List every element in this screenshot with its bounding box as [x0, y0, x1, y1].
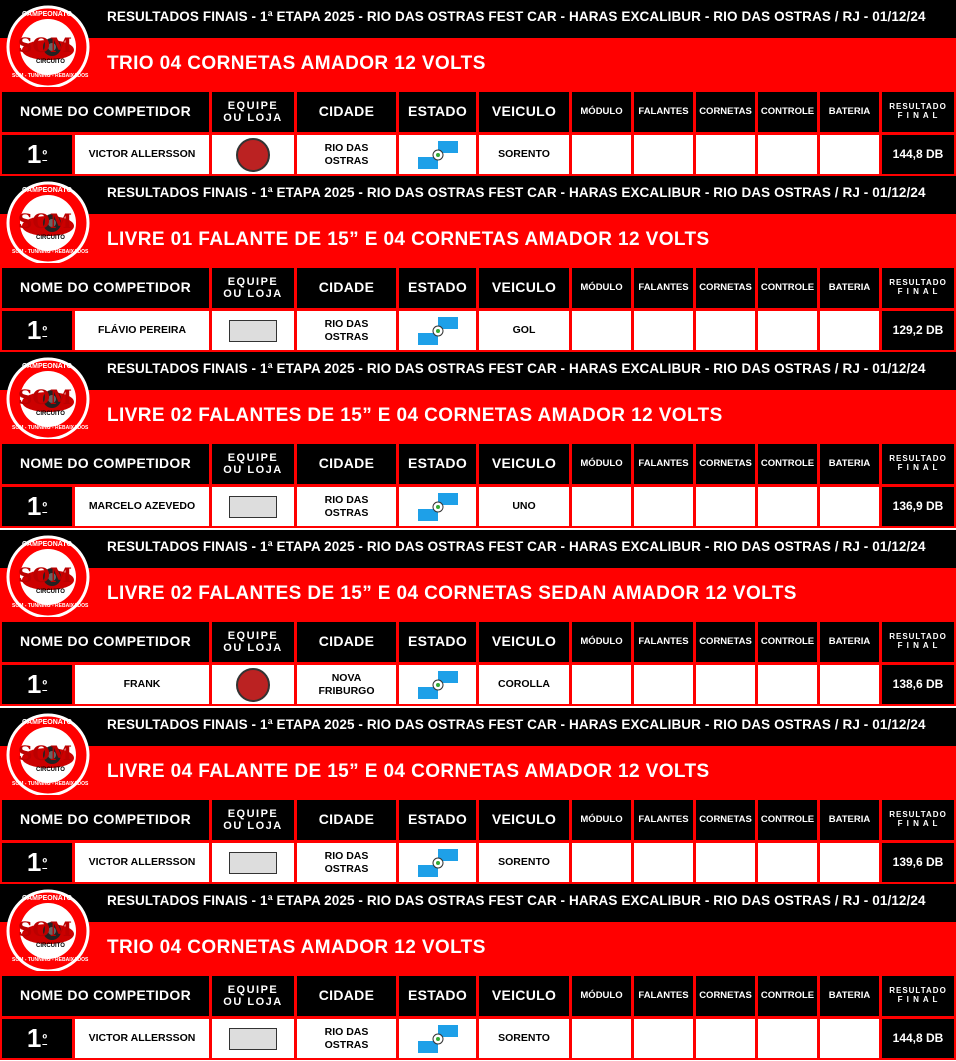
column-header-veiculo: VEICULO: [479, 622, 569, 662]
team-logo: [236, 138, 270, 172]
column-header-equipe: EQUIPE OU LOJA: [212, 622, 294, 662]
score-bateria: [820, 1019, 879, 1058]
vehicle-name: GOL: [479, 311, 569, 350]
column-header-controle: CONTROLE: [758, 444, 817, 484]
score-modulo: [572, 311, 631, 350]
score-modulo: [572, 665, 631, 704]
header-title: RESULTADOS FINAIS - 1ª ETAPA 2025 - RIO DAS OSTRAS FEST CAR - HARAS EXCALIBUR - RIO DAS OSTRAS / RJ - 01/12/24: [107, 539, 926, 554]
logo-arc-text: SOM - TUNNING - REBAIXADOS: [12, 73, 89, 79]
placement: [2, 843, 72, 882]
team-cell: [212, 311, 294, 350]
placement: [2, 135, 72, 174]
column-header-modulo: MÓDULO: [572, 444, 631, 484]
logo-main-text: SOM: [18, 563, 73, 587]
state-flag-cell: [399, 665, 476, 704]
placement-number: 1: [26, 138, 42, 169]
column-header-nome: NOME DO COMPETIDOR: [2, 268, 209, 308]
header-title: RESULTADOS FINAIS - 1ª ETAPA 2025 - RIO DAS OSTRAS FEST CAR - HARAS EXCALIBUR - RIO DAS OSTRAS / RJ - 01/12/24: [107, 9, 926, 24]
column-header-veiculo: VEICULO: [479, 92, 569, 132]
championship-logo: [6, 3, 102, 87]
column-header-bateria: BATERIA: [820, 800, 879, 840]
logo-sub-text: CIRCUITO: [36, 943, 65, 949]
category-bar: [0, 568, 956, 620]
category-title: TRIO 04 CORNETAS AMADOR 12 VOLTS: [107, 53, 486, 74]
score-modulo: [572, 1019, 631, 1058]
column-header-controle: CONTROLE: [758, 976, 817, 1016]
score-cornetas: [696, 487, 755, 526]
placement-ordinal: º: [42, 1030, 48, 1046]
column-header-controle: CONTROLE: [758, 622, 817, 662]
championship-logo: [6, 533, 102, 617]
category-title: LIVRE 02 FALANTES DE 15” E 04 CORNETAS AMADOR 12 VOLTS: [107, 405, 723, 426]
state-flag-icon: [418, 317, 458, 345]
logo-main-text: SOM: [18, 33, 73, 57]
column-header-veiculo: VEICULO: [479, 268, 569, 308]
column-header-modulo: MÓDULO: [572, 976, 631, 1016]
score-falantes: [634, 843, 693, 882]
column-header-falantes: FALANTES: [634, 622, 693, 662]
column-header-resultado: RESULTADO F I N A L: [882, 92, 954, 132]
column-header-nome: NOME DO COMPETIDOR: [2, 976, 209, 1016]
score-controle: [758, 843, 817, 882]
column-header-equipe: EQUIPE OU LOJA: [212, 444, 294, 484]
column-header-cidade: CIDADE: [297, 800, 396, 840]
score-bateria: [820, 665, 879, 704]
placement-ordinal: º: [42, 498, 48, 514]
logo-arc-text: SOM - TUNNING - REBAIXADOS: [12, 957, 89, 963]
header-bar: [0, 0, 956, 38]
final-result: 144,8 DB: [882, 135, 954, 174]
placement-number: 1: [26, 846, 42, 877]
score-bateria: [820, 487, 879, 526]
results-table: [0, 266, 956, 352]
score-controle: [758, 1019, 817, 1058]
header-bar: [0, 352, 956, 390]
competitor-name: VICTOR ALLERSSON: [75, 843, 209, 882]
score-modulo: [572, 487, 631, 526]
team-cell: [212, 843, 294, 882]
logo-arc-text: SOM - TUNNING - REBAIXADOS: [12, 603, 89, 609]
header-bar: [0, 708, 956, 746]
column-header-resultado: RESULTADO F I N A L: [882, 976, 954, 1016]
placement-ordinal: º: [42, 676, 48, 692]
results-table: [0, 798, 956, 884]
championship-logo: [6, 887, 102, 971]
state-flag-icon: [418, 493, 458, 521]
column-header-cidade: CIDADE: [297, 268, 396, 308]
competitor-name: VICTOR ALLERSSON: [75, 1019, 209, 1058]
result-block: [0, 530, 956, 706]
column-header-cidade: CIDADE: [297, 622, 396, 662]
final-result: 144,8 DB: [882, 1019, 954, 1058]
logo-top-text: CAMPEONATO: [22, 719, 72, 726]
state-flag-icon: [418, 849, 458, 877]
state-flag-cell: [399, 311, 476, 350]
column-header-veiculo: VEICULO: [479, 444, 569, 484]
column-header-nome: NOME DO COMPETIDOR: [2, 800, 209, 840]
column-header-controle: CONTROLE: [758, 800, 817, 840]
header-bar: [0, 176, 956, 214]
column-header-estado: ESTADO: [399, 976, 476, 1016]
logo-arc-text: SOM - TUNNING - REBAIXADOS: [12, 249, 89, 255]
score-modulo: [572, 843, 631, 882]
score-bateria: [820, 135, 879, 174]
logo-top-text: CAMPEONATO: [22, 895, 72, 902]
column-header-resultado: RESULTADO F I N A L: [882, 268, 954, 308]
logo-sub-text: CIRCUITO: [36, 767, 65, 773]
logo-arc-text: SOM - TUNNING - REBAIXADOS: [12, 425, 89, 431]
logo-sub-text: CIRCUITO: [36, 235, 65, 241]
city-name: NOVA FRIBURGO: [297, 665, 396, 704]
category-title: TRIO 04 CORNETAS AMADOR 12 VOLTS: [107, 937, 486, 958]
placement-ordinal: º: [42, 146, 48, 162]
city-name: RIO DAS OSTRAS: [297, 311, 396, 350]
placement: [2, 665, 72, 704]
logo-sub-text: CIRCUITO: [36, 59, 65, 65]
vehicle-name: COROLLA: [479, 665, 569, 704]
category-bar: [0, 214, 956, 266]
placement-number: 1: [26, 1022, 42, 1053]
score-cornetas: [696, 843, 755, 882]
column-header-equipe: EQUIPE OU LOJA: [212, 800, 294, 840]
column-header-cornetas: CORNETAS: [696, 622, 755, 662]
state-flag-icon: [418, 1025, 458, 1053]
competitor-name: FLÁVIO PEREIRA: [75, 311, 209, 350]
state-flag-cell: [399, 843, 476, 882]
column-header-bateria: BATERIA: [820, 444, 879, 484]
score-cornetas: [696, 1019, 755, 1058]
column-header-bateria: BATERIA: [820, 622, 879, 662]
score-bateria: [820, 843, 879, 882]
column-header-cidade: CIDADE: [297, 976, 396, 1016]
placement-number: 1: [26, 314, 42, 345]
header-title: RESULTADOS FINAIS - 1ª ETAPA 2025 - RIO DAS OSTRAS FEST CAR - HARAS EXCALIBUR - RIO DAS OSTRAS / RJ - 01/12/24: [107, 717, 926, 732]
column-header-cornetas: CORNETAS: [696, 92, 755, 132]
column-header-cornetas: CORNETAS: [696, 800, 755, 840]
category-bar: [0, 922, 956, 974]
competitor-name: FRANK: [75, 665, 209, 704]
state-flag-cell: [399, 487, 476, 526]
column-header-nome: NOME DO COMPETIDOR: [2, 622, 209, 662]
score-falantes: [634, 665, 693, 704]
header-title: RESULTADOS FINAIS - 1ª ETAPA 2025 - RIO DAS OSTRAS FEST CAR - HARAS EXCALIBUR - RIO DAS OSTRAS / RJ - 01/12/24: [107, 361, 926, 376]
score-falantes: [634, 311, 693, 350]
city-name: RIO DAS OSTRAS: [297, 843, 396, 882]
column-header-modulo: MÓDULO: [572, 268, 631, 308]
category-bar: [0, 746, 956, 798]
column-header-resultado: RESULTADO F I N A L: [882, 622, 954, 662]
logo-arc-text: SOM - TUNNING - REBAIXADOS: [12, 781, 89, 787]
header-bar: [0, 884, 956, 922]
column-header-bateria: BATERIA: [820, 268, 879, 308]
column-header-equipe: EQUIPE OU LOJA: [212, 92, 294, 132]
score-cornetas: [696, 311, 755, 350]
state-flag-cell: [399, 1019, 476, 1058]
column-header-falantes: FALANTES: [634, 800, 693, 840]
score-falantes: [634, 1019, 693, 1058]
results-table: [0, 974, 956, 1060]
score-bateria: [820, 311, 879, 350]
placement: [2, 311, 72, 350]
score-controle: [758, 487, 817, 526]
column-header-controle: CONTROLE: [758, 268, 817, 308]
logo-main-text: SOM: [18, 917, 73, 941]
column-header-modulo: MÓDULO: [572, 622, 631, 662]
results-table: [0, 620, 956, 706]
logo-top-text: CAMPEONATO: [22, 11, 72, 18]
column-header-resultado: RESULTADO F I N A L: [882, 444, 954, 484]
team-cell: [212, 665, 294, 704]
placement: [2, 487, 72, 526]
score-modulo: [572, 135, 631, 174]
team-cell: [212, 1019, 294, 1058]
score-controle: [758, 665, 817, 704]
header-title: RESULTADOS FINAIS - 1ª ETAPA 2025 - RIO DAS OSTRAS FEST CAR - HARAS EXCALIBUR - RIO DAS OSTRAS / RJ - 01/12/24: [107, 185, 926, 200]
header-title: RESULTADOS FINAIS - 1ª ETAPA 2025 - RIO DAS OSTRAS FEST CAR - HARAS EXCALIBUR - RIO DAS OSTRAS / RJ - 01/12/24: [107, 893, 926, 908]
vehicle-name: SORENTO: [479, 843, 569, 882]
competitor-name: VICTOR ALLERSSON: [75, 135, 209, 174]
column-header-cornetas: CORNETAS: [696, 268, 755, 308]
championship-logo: [6, 179, 102, 263]
column-header-estado: ESTADO: [399, 268, 476, 308]
category-title: LIVRE 02 FALANTES DE 15” E 04 CORNETAS SEDAN AMADOR 12 VOLTS: [107, 583, 797, 604]
column-header-nome: NOME DO COMPETIDOR: [2, 444, 209, 484]
score-cornetas: [696, 135, 755, 174]
score-falantes: [634, 487, 693, 526]
category-title: LIVRE 01 FALANTE DE 15” E 04 CORNETAS AMADOR 12 VOLTS: [107, 229, 710, 250]
column-header-modulo: MÓDULO: [572, 92, 631, 132]
result-block: [0, 884, 956, 1060]
team-logo: [236, 668, 270, 702]
logo-top-text: CAMPEONATO: [22, 541, 72, 548]
result-block: [0, 176, 956, 352]
placement: [2, 1019, 72, 1058]
column-header-estado: ESTADO: [399, 92, 476, 132]
column-header-falantes: FALANTES: [634, 976, 693, 1016]
column-header-veiculo: VEICULO: [479, 976, 569, 1016]
team-logo: [229, 496, 277, 518]
result-block: [0, 0, 956, 176]
team-cell: [212, 487, 294, 526]
logo-sub-text: CIRCUITO: [36, 589, 65, 595]
column-header-modulo: MÓDULO: [572, 800, 631, 840]
final-result: 136,9 DB: [882, 487, 954, 526]
results-table: [0, 442, 956, 528]
championship-logo: [6, 355, 102, 439]
score-controle: [758, 311, 817, 350]
column-header-cornetas: CORNETAS: [696, 976, 755, 1016]
state-flag-cell: [399, 135, 476, 174]
team-logo: [229, 1028, 277, 1050]
placement-ordinal: º: [42, 322, 48, 338]
placement-ordinal: º: [42, 854, 48, 870]
city-name: RIO DAS OSTRAS: [297, 135, 396, 174]
competitor-name: MARCELO AZEVEDO: [75, 487, 209, 526]
logo-top-text: CAMPEONATO: [22, 363, 72, 370]
column-header-veiculo: VEICULO: [479, 800, 569, 840]
placement-number: 1: [26, 490, 42, 521]
state-flag-icon: [418, 141, 458, 169]
column-header-estado: ESTADO: [399, 800, 476, 840]
logo-top-text: CAMPEONATO: [22, 187, 72, 194]
team-cell: [212, 135, 294, 174]
score-controle: [758, 135, 817, 174]
vehicle-name: SORENTO: [479, 135, 569, 174]
column-header-cornetas: CORNETAS: [696, 444, 755, 484]
category-title: LIVRE 04 FALANTE DE 15” E 04 CORNETAS AMADOR 12 VOLTS: [107, 761, 710, 782]
column-header-cidade: CIDADE: [297, 92, 396, 132]
result-block: [0, 352, 956, 528]
state-flag-icon: [418, 671, 458, 699]
column-header-resultado: RESULTADO F I N A L: [882, 800, 954, 840]
column-header-estado: ESTADO: [399, 622, 476, 662]
column-header-equipe: EQUIPE OU LOJA: [212, 976, 294, 1016]
results-table: [0, 90, 956, 176]
column-header-equipe: EQUIPE OU LOJA: [212, 268, 294, 308]
header-bar: [0, 530, 956, 568]
column-header-falantes: FALANTES: [634, 268, 693, 308]
column-header-estado: ESTADO: [399, 444, 476, 484]
score-cornetas: [696, 665, 755, 704]
team-logo: [229, 320, 277, 342]
vehicle-name: SORENTO: [479, 1019, 569, 1058]
category-bar: [0, 38, 956, 90]
result-block: [0, 708, 956, 884]
logo-main-text: SOM: [18, 209, 73, 233]
city-name: RIO DAS OSTRAS: [297, 487, 396, 526]
logo-main-text: SOM: [18, 741, 73, 765]
championship-logo: [6, 711, 102, 795]
final-result: 129,2 DB: [882, 311, 954, 350]
column-header-cidade: CIDADE: [297, 444, 396, 484]
final-result: 139,6 DB: [882, 843, 954, 882]
column-header-falantes: FALANTES: [634, 92, 693, 132]
placement-number: 1: [26, 668, 42, 699]
team-logo: [229, 852, 277, 874]
column-header-controle: CONTROLE: [758, 92, 817, 132]
vehicle-name: UNO: [479, 487, 569, 526]
column-header-falantes: FALANTES: [634, 444, 693, 484]
logo-sub-text: CIRCUITO: [36, 411, 65, 417]
city-name: RIO DAS OSTRAS: [297, 1019, 396, 1058]
column-header-nome: NOME DO COMPETIDOR: [2, 92, 209, 132]
score-falantes: [634, 135, 693, 174]
column-header-bateria: BATERIA: [820, 976, 879, 1016]
category-bar: [0, 390, 956, 442]
column-header-bateria: BATERIA: [820, 92, 879, 132]
final-result: 138,6 DB: [882, 665, 954, 704]
logo-main-text: SOM: [18, 385, 73, 409]
